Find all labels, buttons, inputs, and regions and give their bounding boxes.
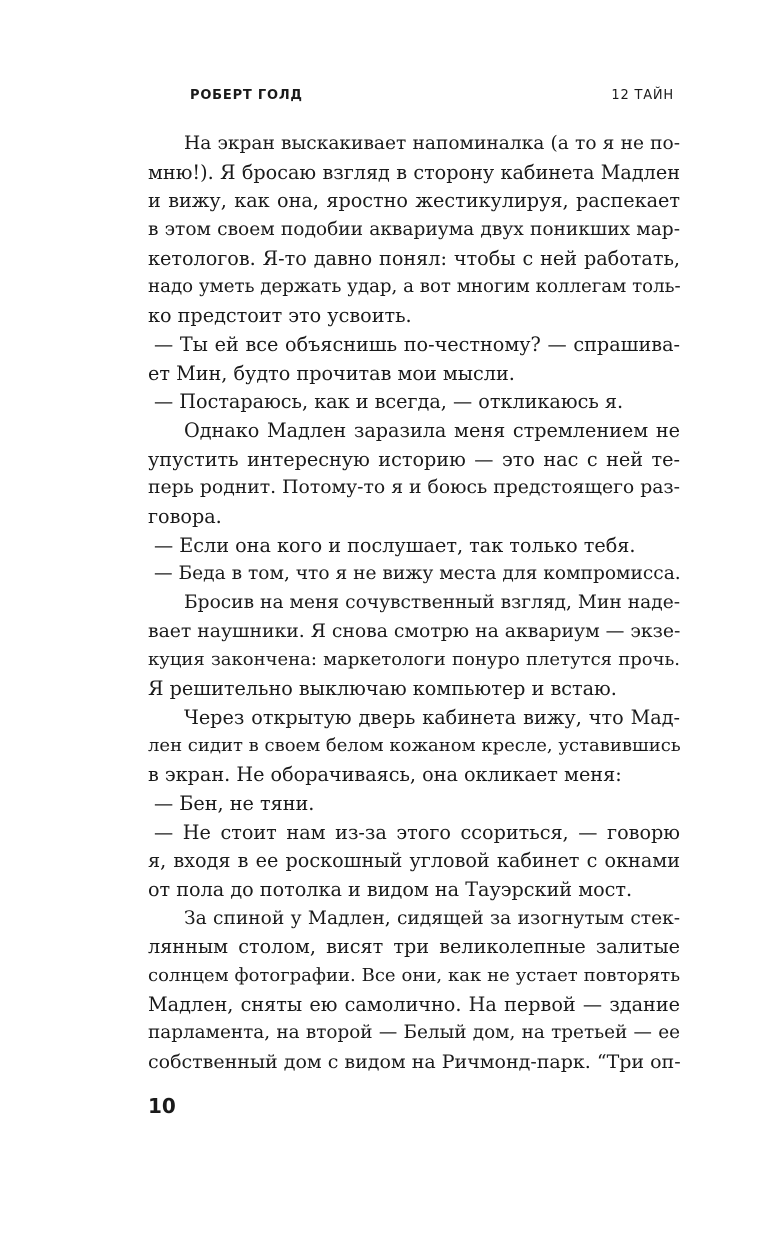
text-line: ет Мин, будто прочитав мои мысли. — [148, 361, 515, 385]
text-line: от пола до потолка и видом на Тауэрский мост. — [148, 877, 633, 901]
text-line: солнцем фотографии. Все они, как не устает повторять — [148, 964, 680, 986]
text-line: говора. — [148, 504, 222, 528]
text-line: За спиной у Мадлен, сидящей за изогнутым стек- — [184, 907, 680, 929]
text-line: мню!). Я бросаю взгляд в сторону кабинета Мадлен — [148, 160, 680, 184]
text-line: лен сидит в своем белом кожаном кресле, уставившись — [148, 735, 681, 757]
text-line: парламента, на второй — Белый дом, на третьей — ее — [148, 1022, 680, 1044]
text-line: Через открытую дверь кабинета вижу, что Мад- — [184, 705, 680, 729]
header-author: РОБЕРТ ГОЛД — [190, 88, 303, 103]
body-text — [148, 130, 680, 1077]
text-line: — Бен, не тяни. — [154, 791, 315, 815]
text-line: в этом своем подобии аквариума двух поникших мар- — [148, 219, 680, 241]
text-line: — Беда в том, что я не вижу места для компромисса. — [154, 563, 681, 585]
text-line: надо уметь держать удар, а вот многим коллегам толь- — [148, 276, 681, 298]
text-line: — Ты ей все объяснишь по-честному? — спрашива- — [154, 332, 680, 356]
text-line: Бросив на меня сочувственный взгляд, Мин наде- — [184, 592, 680, 613]
text-line: Мадлен, сняты ею самолично. На первой — здание — [148, 992, 680, 1016]
header-book-title: 12 ТАЙН — [611, 88, 674, 103]
text-line: кетологов. Я-то давно понял: чтобы с ней работать, — [148, 246, 680, 270]
text-line: и вижу, как она, яростно жестикулируя, распекает — [148, 189, 680, 213]
text-line: в экран. Не оборачиваясь, она окликает меня: — [148, 763, 622, 787]
text-line: упустить интересную историю — это нас с ней те- — [148, 447, 680, 471]
text-line: ко предстоит это усвоить. — [148, 304, 412, 328]
text-line: — Не стоит нам из-за этого ссориться, — говорю — [154, 820, 680, 844]
text-line: собственный дом с видом на Ричмонд-парк. “Три оп- — [148, 1051, 681, 1073]
text-line: лянным столом, висят три великолепные залитые — [148, 935, 680, 959]
running-header — [190, 88, 674, 108]
text-line: вает наушники. Я снова смотрю на аквариум — экзе- — [148, 620, 681, 642]
text-line: Я решительно выключаю компьютер и встаю. — [148, 677, 617, 701]
text-line: я, входя в ее роскошный угловой кабинет с окнами — [148, 849, 680, 873]
text-line: На экран выскакивает напоминалка (а то я не по- — [184, 133, 680, 154]
text-line: — Постараюсь, как и всегда, — откликаюсь я. — [154, 390, 624, 414]
text-line: — Если она кого и послушает, так только тебя. — [154, 533, 636, 557]
text-line: Однако Мадлен заразила меня стремлением не — [184, 418, 680, 442]
text-line: куция закончена: маркетологи понуро плетутся прочь. — [148, 649, 680, 671]
text-line: перь роднит. Потому-то я и боюсь предстоящего раз- — [148, 477, 680, 499]
page-number: 10 — [148, 1094, 176, 1118]
